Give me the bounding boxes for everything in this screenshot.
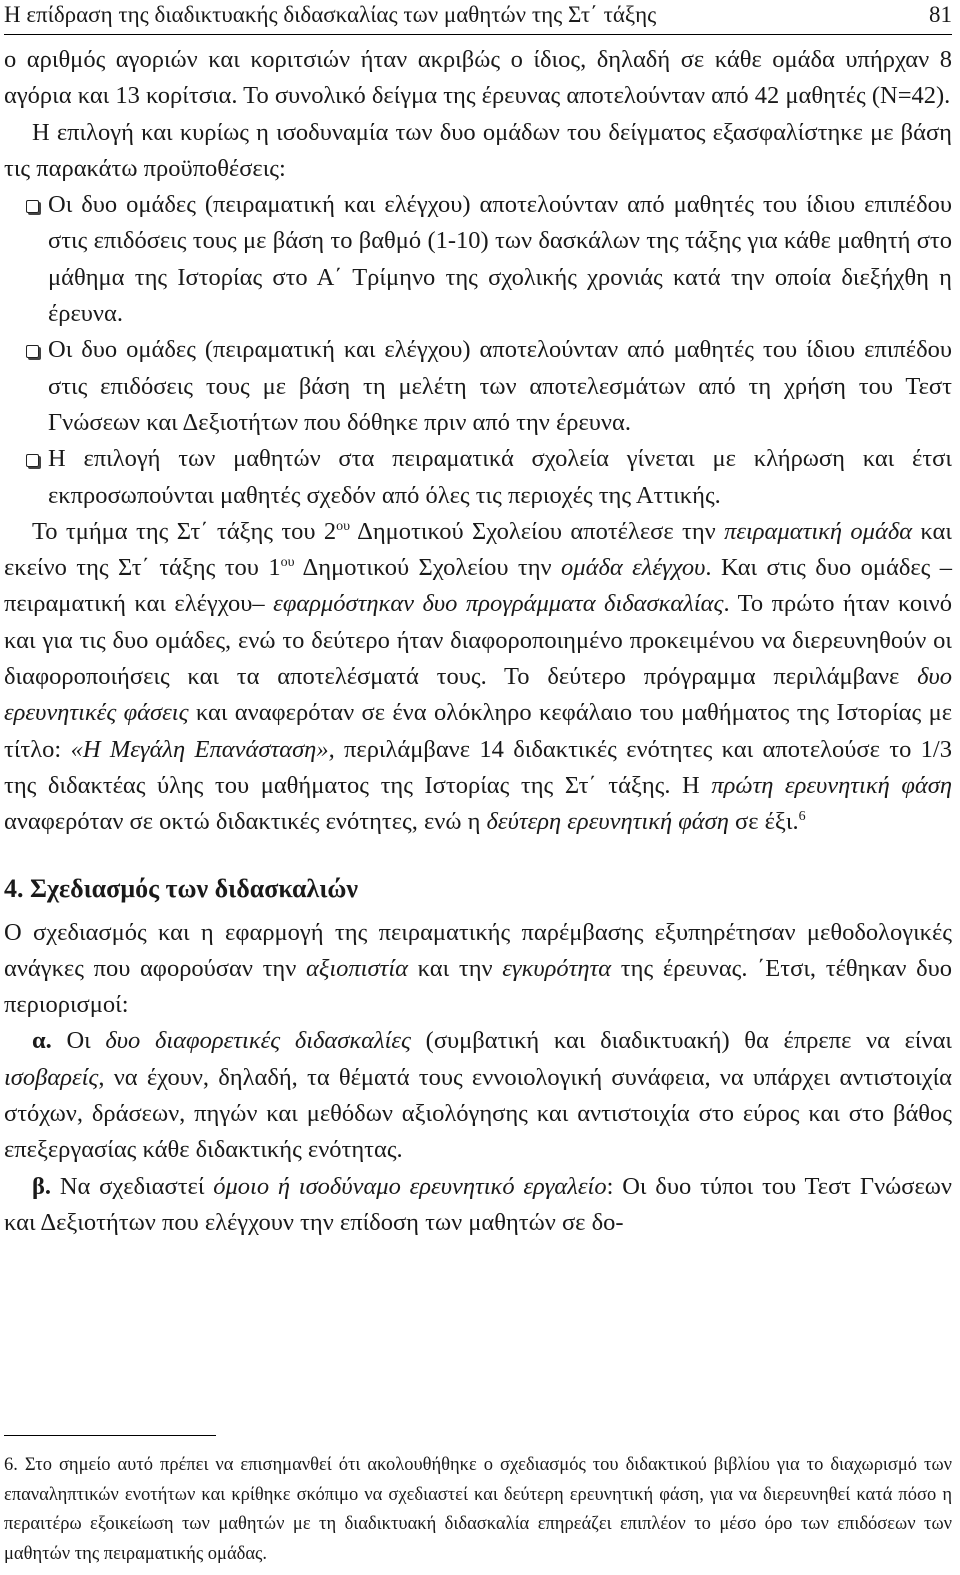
text-run: Το τμήμα της Στ΄ τάξης του 2 [32,517,337,545]
italic-term: ισοβαρείς [4,1063,99,1091]
text-run: , να έχουν, δηλαδή, τα θέματά τους εννοιολογική συνάφεια, να υπάρχει αντιστοιχία στόχων, δράσεων, πηγών και μεθόδων αξιολόγησης και αντιστοιχία στο εύρος και στο βάθος επεξεργασίας κάθε διδακτικής ενότητας. [4,1063,952,1164]
italic-term: όμοιο ή ισοδύναμο ερευνητικό εργαλείο [213,1172,607,1200]
paragraph-groups [4,514,952,841]
text-run: σε έξι. [728,808,799,836]
italic-term: ομάδα ελέγχου [561,554,706,582]
list-label: β. [32,1172,52,1200]
bullet-item [4,332,952,441]
list-label: α. [32,1027,52,1055]
italic-term: δυο διαφορετικές διδασκαλίες [105,1027,411,1055]
italic-term: πειραματική ομάδα [724,517,913,545]
paragraph-design [4,915,952,1024]
bullet-item [4,441,952,514]
paragraph-selection: Η επιλογή και κυρίως η ισοδυναμία των δυο ομάδων του δείγματος εξασφαλίστηκε με βάση τις παρακάτω προϋποθέσεις: [4,118,952,182]
italic-term: εγκυρότητα [502,954,612,982]
running-head [4,2,952,35]
text-run: : Οι δυο τύποι του Τεστ Γνώσεων και Δεξιοτήτων που ελέγχουν την επίδοση των μαθητών σε δο- [4,1172,952,1236]
checkbox-bullet-icon [26,454,39,467]
checkbox-bullet-icon [26,345,39,358]
text-run: και την [408,954,503,982]
italic-term: πρώτη ερευνητική φάση [711,771,952,799]
italic-term: εφαρμόστηκαν δυο προγράμματα διδασκαλίας [273,590,724,618]
italic-term: αξιοπιστία [305,954,408,982]
text-run: . Και στις δυο ομάδες –πειραματική και ελέγχου– [4,554,952,618]
checkbox-bullet-icon [26,200,39,213]
superscript: ου [336,518,351,534]
superscript: ου [280,555,295,570]
footnote-6: 6. Στο σημείο αυτό πρέπει να επισημανθεί ότι ακολουθήθηκε ο σχεδιασμός του διδακτικού βιβλίου για το διαχωρισμό των επαναληπτικών ενοτήτων και κρίθηκε σκόπιμο να σχεδιαστεί και δεύτερη ερευνητική φάση, για να διερευνηθεί κατά πόσο η περαιτέρω εξοικείωση των μαθητών με τη διαδικτυακή διδασκαλία επηρεάζει επιπλέον το μέσο όρο των επιδόσεων των μαθητών της πειραματικής ομάδας. [4,1455,952,1564]
bullet-text: Οι δυο ομάδες (πειραματική και ελέγχου) αποτελούνταν από μαθητές του ίδιου επιπέδου στις επιδόσεις τους με βάση το βαθμό (1-10) των δασκάλων της τάξης για κάθε μαθητή στο μάθημα της Ιστορίας στο Α΄ Τρίμηνο της σχολικής χρονιάς κατά την οποία διεξήχθη η έρευνα. [48,191,952,328]
bullet-text: Οι δυο ομάδες (πειραματική και ελέγχου) αποτελούνταν από μαθητές του ίδιου επιπέδου στις επιδόσεις τους με βάση τη μελέτη των αποτελεσμάτων από τη χρήση του Τεστ Γνώσεων και Δεξιοτήτων που δόθηκε πριν από την έρευνα. [48,336,952,436]
text-run: Οι [51,1027,106,1055]
text-run: Ο σχεδιασμός και η εφαρμογή της πειραματικής παρέμβασης εξυπηρέτησαν μεθοδολογικές ανάγκες που αφορούσαν την [4,918,952,982]
page-number: 81 [929,2,952,27]
paragraph-intro: ο αριθμός αγοριών και κοριτσιών ήταν ακριβώς ο ίδιος, δηλαδή σε κάθε ομάδα υπήρχαν 8 αγόρια και 13 κορίτσια. Το συνολικό δείγμα της έρευνας αποτελούνταν από 42 μαθητές (Ν=42). [4,46,952,110]
running-head-title: Η επίδραση της διαδικτυακής διδασκαλίας των μαθητών της Στ΄ τάξης [4,2,657,27]
text-run: περιλάμβανε 14 διδακτικές ενότητες και αποτελούσε το 1/3 της διδακτέας ύλης του μαθήματος της Ιστορίας της Στ΄ τάξης. Η [4,735,952,799]
italic-term: δυο ερευνητικές φάσεις [4,663,952,727]
paragraph-alpha [4,1023,952,1168]
text-run: Δημοτικού Σχολείου την [294,554,562,582]
text-run: και αναφερόταν σε ένα ολόκληρο κεφάλαιο του μαθήματος της Ιστορίας με τίτλο: [4,699,952,763]
italic-term: δεύτερη ερευνητική φάση [486,808,729,836]
text-run: της έρευνας. ΄Ετσι, τέθηκαν δυο περιορισμοί: [4,954,952,1019]
text-run: Να σχεδιαστεί [51,1172,214,1200]
text-run: και εκείνο της Στ΄ τάξης του 1 [4,517,952,582]
footnote-reference[interactable]: 6 [798,809,806,825]
bullet-text: Η επιλογή των μαθητών στα πειραματικά σχολεία γίνεται με κλήρωση και έτσι εκπροσωπούνται μαθητές σχεδόν από όλες τις περιοχές της Αττικής. [48,445,952,509]
bullet-item [4,187,952,332]
page-body [4,42,952,1241]
italic-term: «Η Μεγάλη Επανάσταση», [70,735,335,763]
footnote-divider [4,1435,216,1436]
text-run: . Το πρώτο ήταν κοινό και για τις δυο ομάδες, ενώ το δεύτερο ήταν διαφοροποιημένο προκειμένου να διερευνηθούν οι διαφοροποιήσεις και τα αποτελέσματά τους. Το δεύτερο πρόγραμμα περιλάμβανε [4,590,952,691]
paragraph-beta [4,1169,952,1242]
text-run: (συμβατική και διαδικτυακή) θα έπρεπε να είναι [411,1027,952,1055]
section-heading: 4. Σχεδιασμός των διδασκαλιών [4,873,358,903]
text-run: Δημοτικού Σχολείου αποτέλεσε την [350,517,725,545]
text-run: αναφερόταν σε οκτώ διδακτικές ενότητες, ενώ η [4,808,487,836]
